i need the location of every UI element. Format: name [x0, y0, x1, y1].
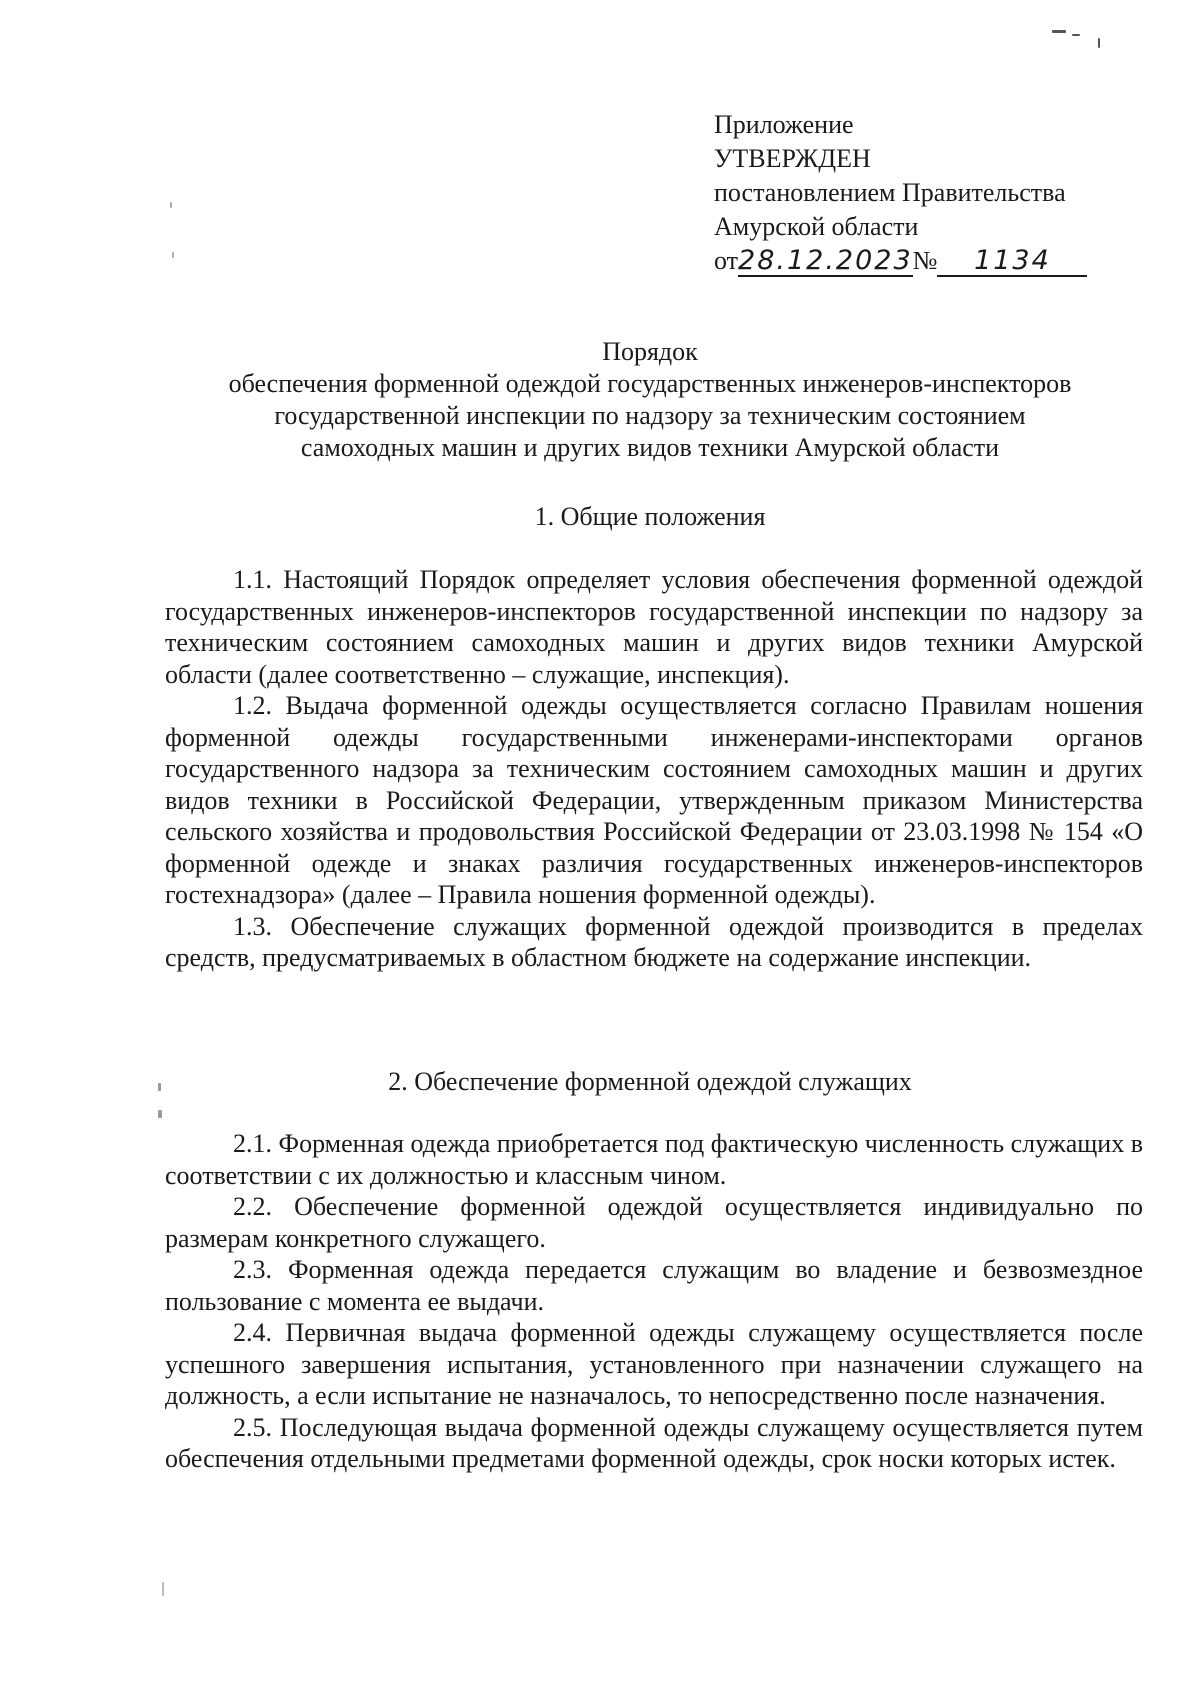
paragraph-2-5: 2.5. Последующая выдача форменной одежды служащему осуществляется путем обеспечения отдельными предметами форменной одежды, срок носки которых истек. [165, 1412, 1143, 1473]
section-2-heading: 2. Обеспечение форменной одеждой служащих [388, 1067, 912, 1096]
scan-artifact [1052, 30, 1066, 33]
number-prefix: № [912, 246, 938, 275]
title-line-4: самоходных машин и других видов техники Амурской области [300, 433, 1000, 462]
title-line-3: государственной инспекции по надзору за техническим состоянием [274, 401, 1026, 430]
section-1-heading: 1. Общие положения [534, 502, 766, 531]
approved-by-line2: Амурской области [714, 212, 919, 241]
date-prefix: от [714, 246, 739, 275]
document-title [170, 336, 1130, 464]
handwritten-number: 1134 [937, 247, 1087, 277]
paragraph-1-2: 1.2. Выдача форменной одежды осуществляется согласно Правилам ношения форменной одежды государственными инженерами-инспекторами органов государственного надзора за техническим состоянием самоходных машин и других видов техники в Российской Федерации, утвержденным приказом Министерства сельского хозяйства и продовольствия Российской Федерации от 23.03.1998 № 154 «О форменной одежде и знаках различия государственных инженеров-инспекторов гостехнадзора» (далее – Правила ношения форменной одежды). [165, 691, 1143, 909]
appendix-label: Приложение [714, 110, 854, 139]
approved-label: УТВЕРЖДЕН [714, 144, 871, 173]
scan-artifact [1098, 38, 1100, 48]
paragraph-2-2: 2.2. Обеспечение форменной одеждой осуществляется индивидуально по размерам конкретного служащего. [165, 1192, 1143, 1253]
scan-artifact [1072, 34, 1080, 36]
paragraph-2-3: 2.3. Форменная одежда передается служащим во владение и безвозмездное пользование с момента ее выдачи. [165, 1255, 1143, 1316]
date-number-line [714, 244, 1087, 278]
scan-artifact [162, 1582, 164, 1596]
paragraph-2-1: 2.1. Форменная одежда приобретается под фактическую численность служащих в соответствии с их должностью и классным чином. [165, 1129, 1143, 1190]
paragraph-1-1: 1.1. Настоящий Порядок определяет условия обеспечения форменной одеждой государственных инженеров-инспекторов государственной инспекции по надзору за техническим состоянием самоходных машин и других видов техники Амурской области (далее соответственно – служащие, инспекция). [165, 565, 1143, 689]
paragraph-2-4: 2.4. Первичная выдача форменной одежды служащему осуществляется после успешного завершения испытания, установленного при назначении служащего на должность, а если испытание не назначалось, то непосредственно после назначения. [165, 1318, 1143, 1410]
section-2-body [165, 1128, 1143, 1475]
handwritten-date: 28.12.2023 [738, 245, 913, 276]
scan-artifact [158, 1110, 162, 1118]
paragraph-1-3: 1.3. Обеспечение служащих форменной одеждой производится в пределах средств, предусматриваемых в областном бюджете на содержание инспекции. [165, 911, 1143, 972]
title-line-2: обеспечения форменной одеждой государственных инженеров-инспекторов [228, 369, 1072, 398]
scan-artifact [172, 252, 174, 258]
title-line-1: Порядок [602, 337, 698, 366]
approval-block [714, 108, 1087, 278]
scan-artifact [158, 1083, 161, 1091]
section-1-body [165, 564, 1143, 974]
approved-by-line1: постановлением Правительства [714, 178, 1066, 207]
scan-artifact [170, 202, 172, 208]
